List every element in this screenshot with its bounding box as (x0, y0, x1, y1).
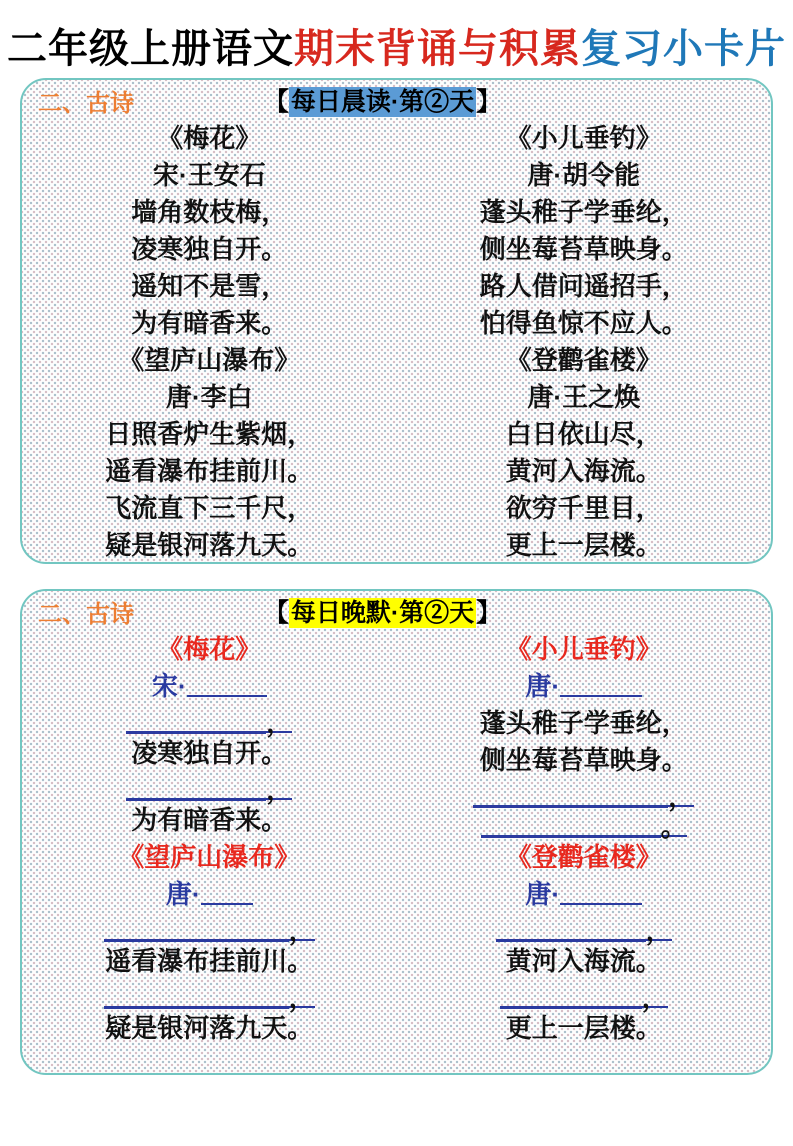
punctuation-mark: ， (288, 916, 315, 946)
poem-verse: 凌寒独自开。 (131, 234, 288, 264)
poem-title: 《登鹳雀楼》 (505, 345, 662, 375)
poem-verse: 欲穷千里目， (505, 493, 662, 523)
poem-verse: 疑是银河落九天。 (105, 530, 314, 560)
answer-blank-underline (481, 810, 661, 838)
poems-grid (22, 629, 771, 1047)
poem-verse: 遥看瀑布挂前川。 (105, 946, 314, 976)
dynasty-label: 唐· (525, 879, 561, 909)
page-title (0, 24, 793, 74)
poem-column-right (397, 631, 772, 1047)
poem-verse: 路人借问遥招手， (479, 271, 688, 301)
title-part-card: 复习小卡片 (581, 26, 786, 71)
answer-blank-underline (187, 669, 267, 697)
worksheet-page (0, 24, 793, 1075)
poem-verse: 怕得鱼惊不应人。 (479, 308, 688, 338)
bracket-open: 【 (263, 599, 289, 627)
poem-verse: 侧坐莓苔草映身。 (479, 745, 688, 775)
poem-verse: 疑是银河落九天。 (105, 1013, 314, 1043)
punctuation-mark: ， (266, 708, 293, 738)
dynasty-label: 宋· (151, 671, 187, 701)
punctuation-mark: 。 (660, 812, 687, 842)
card-header (22, 591, 771, 629)
answer-blank-underline (104, 914, 289, 942)
poem-title: 《梅花》 (157, 634, 262, 664)
poem-verse: 黄河入海流。 (505, 456, 662, 486)
poem-verse: 为有暗香来。 (131, 308, 288, 338)
answer-blank-underline (126, 706, 266, 734)
punctuation-mark: ， (641, 983, 668, 1013)
fill-in-blank-line (104, 913, 315, 946)
answer-blank-underline (496, 914, 646, 942)
bracket-close: 】 (476, 88, 502, 116)
poem-title: 《梅花》 (157, 123, 262, 153)
answer-blank-underline (500, 981, 642, 1009)
section-label: 二、古诗 (38, 600, 134, 628)
poem-author: 宋·王安石 (152, 160, 266, 190)
answer-blank-underline (473, 780, 668, 808)
punctuation-mark: ， (288, 983, 315, 1013)
bracket-close: 】 (476, 599, 502, 627)
poem-author: 唐·王之焕 (527, 382, 641, 412)
highlighted-day-label: 每日晚默·第②天 (290, 599, 475, 627)
poem-verse: 日照香炉生紫烟， (105, 419, 314, 449)
poems-grid (22, 118, 771, 564)
fill-in-blank-line (500, 980, 668, 1013)
morning-reading-card (20, 78, 773, 564)
poem-column-left (22, 120, 397, 564)
answer-blank-underline (560, 877, 642, 905)
poem-author: 唐·胡令能 (527, 160, 641, 190)
poem-title: 《小儿垂钓》 (505, 634, 662, 664)
poem-verse: 凌寒独自开。 (131, 738, 288, 768)
dynasty-label: 唐· (525, 671, 561, 701)
poem-verse: 飞流直下三千尺， (105, 493, 314, 523)
bracket-open: 【 (263, 88, 289, 116)
poem-author-blank-line (22, 668, 397, 705)
daily-evening-title (264, 593, 501, 629)
daily-morning-title (264, 82, 501, 118)
punctuation-mark: ， (645, 916, 672, 946)
answer-blank-underline (104, 981, 289, 1009)
title-part-exam: 期末背诵与积累 (294, 26, 581, 71)
poem-author: 唐·李白 (165, 382, 253, 412)
poem-verse: 更上一层楼。 (505, 1013, 662, 1043)
punctuation-mark: ， (668, 782, 695, 812)
poem-verse: 墙角数枝梅， (131, 197, 288, 227)
poem-verse: 蓬头稚子学垂纶， (479, 708, 688, 738)
poem-verse: 为有暗香来。 (131, 805, 288, 835)
highlighted-day-label: 每日晨读·第②天 (290, 88, 475, 116)
poem-author-blank-line (22, 876, 397, 913)
poem-title: 《登鹳雀楼》 (505, 842, 662, 872)
fill-in-blank-line (126, 772, 293, 805)
evening-dictation-card (20, 589, 773, 1075)
poem-title: 《小儿垂钓》 (505, 123, 662, 153)
poem-verse: 黄河入海流。 (505, 946, 662, 976)
answer-blank-underline (560, 669, 642, 697)
poem-verse: 侧坐莓苔草映身。 (479, 234, 688, 264)
fill-in-blank-line (473, 779, 695, 812)
fill-in-blank-line (481, 809, 687, 842)
poem-column-right (397, 120, 772, 564)
poem-verse: 遥知不是雪， (131, 271, 288, 301)
answer-blank-underline (126, 773, 266, 801)
poem-verse: 蓬头稚子学垂纶， (479, 197, 688, 227)
section-label: 二、古诗 (38, 89, 134, 117)
poem-title: 《望庐山瀑布》 (118, 842, 301, 872)
card-header (22, 80, 771, 118)
poem-verse: 白日依山尽， (505, 419, 662, 449)
dynasty-label: 唐· (165, 879, 201, 909)
poem-author-blank-line (397, 876, 772, 913)
fill-in-blank-line (126, 705, 293, 738)
punctuation-mark: ， (266, 775, 293, 805)
poem-author-blank-line (397, 668, 772, 705)
fill-in-blank-line (496, 913, 672, 946)
poem-verse: 更上一层楼。 (505, 530, 662, 560)
poem-column-left (22, 631, 397, 1047)
title-part-grade: 二年级上册语文 (7, 26, 294, 71)
answer-blank-underline (201, 877, 253, 905)
poem-verse: 遥看瀑布挂前川。 (105, 456, 314, 486)
fill-in-blank-line (104, 980, 315, 1013)
poem-title: 《望庐山瀑布》 (118, 345, 301, 375)
